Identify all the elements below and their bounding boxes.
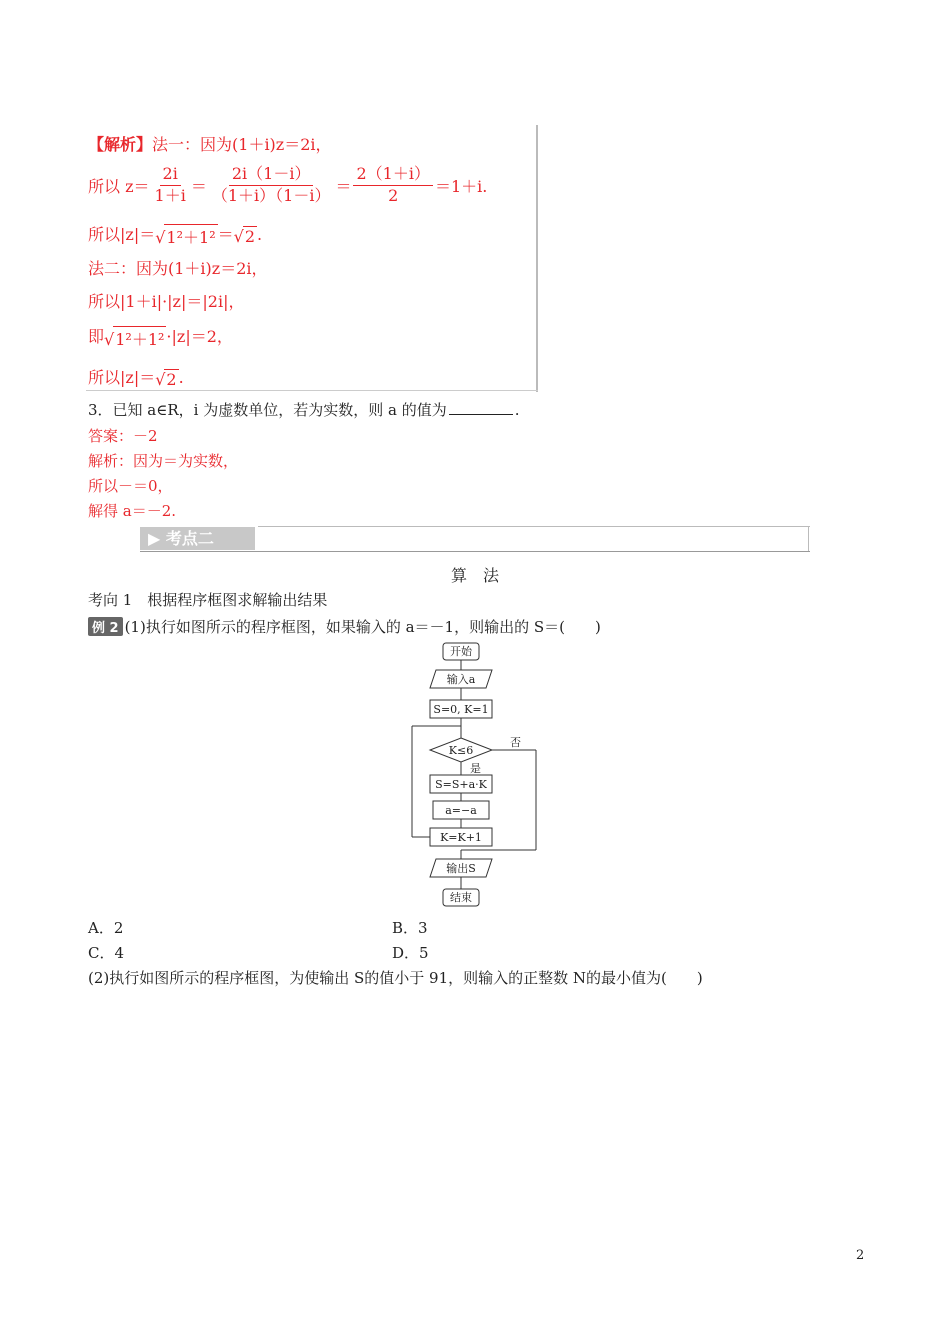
sqrt-3-radicand: 1²＋1² <box>113 326 166 350</box>
q3-end: . <box>514 401 520 419</box>
q3-analysis-2: 所以－＝0， <box>88 477 173 495</box>
frac3-den: 2 <box>388 185 399 205</box>
example2-part1-text: (1)执行如图所示的程序框图，如果输入的 a＝－1，则输出的 S＝( ) <box>124 618 601 636</box>
sqrt-3: √1²＋1² <box>104 326 166 350</box>
page-number: 2 <box>856 1248 865 1263</box>
solution-line-6 <box>88 324 233 350</box>
solution-line-3 <box>88 222 262 248</box>
method1-label: 法一：因为(1＋i)z＝2i， <box>152 135 332 154</box>
kaodian-label: 考点二 <box>165 529 214 548</box>
sqrt-2: √2 <box>233 226 256 246</box>
sqrt-4-radicand: 2 <box>166 369 177 389</box>
fraction-3 <box>353 166 432 205</box>
flowchart-no-label: 否 <box>510 736 521 749</box>
sqrt-2-radicand: 2 <box>244 226 256 246</box>
choice-b: B．3 <box>392 919 428 937</box>
line3-prefix: 所以|z|＝ <box>88 225 156 244</box>
line3-eq: ＝ <box>217 225 234 244</box>
kaodian-top-line <box>258 526 810 527</box>
choice-c: C．4 <box>88 944 125 962</box>
sqrt-1: √1²＋1² <box>155 224 217 248</box>
fraction-1 <box>152 166 189 205</box>
q3-text: 3．已知 a∈R，i 为虚数单位，若为实数，则 a 的值为 <box>88 401 447 419</box>
fraction-2 <box>209 166 334 205</box>
flowchart-step3-label: K=K+1 <box>440 831 482 844</box>
frac3-num: 2（1＋i） <box>353 166 432 186</box>
flowchart <box>400 638 550 913</box>
section-direction: 考向 1 根据程序框图求解输出结果 <box>88 591 328 609</box>
flowchart-start-label: 开始 <box>450 645 472 658</box>
solution-line-5: 所以|1＋i|·|z|＝|2i|， <box>88 292 245 311</box>
frac2-den: （1＋i）（1－i） <box>211 185 331 205</box>
kaodian-right-line <box>808 526 809 552</box>
method2-label: 法二：因为(1＋i)z＝2i， <box>88 259 268 278</box>
solution-method1-line <box>88 132 332 155</box>
flowchart-end-label: 结束 <box>450 891 472 904</box>
flowchart-step1-label: S=S+a·K <box>435 778 487 791</box>
kaodian-tag <box>140 527 255 550</box>
choice-a: A．2 <box>88 919 124 937</box>
q3-analysis-1: 解析：因为＝为实数， <box>88 452 239 470</box>
example-tag: 例 2 <box>88 617 123 636</box>
q3-analysis-3: 解得 a＝－2. <box>88 502 177 520</box>
solution-line-7 <box>88 365 184 389</box>
flowchart-init-label: S=0, K=1 <box>433 703 489 716</box>
kaodian-bottom-line <box>140 551 810 552</box>
sqrt-1-radicand: 1²＋1² <box>164 224 217 248</box>
answer-blank <box>449 414 513 415</box>
flowchart-yes-label: 是 <box>470 762 481 775</box>
frac1-num: 2i <box>160 166 181 186</box>
line2-prefix: 所以 z＝ <box>88 176 150 196</box>
example2-part1 <box>88 616 601 637</box>
sqrt-4: √2 <box>155 369 177 389</box>
solution-box-bottom-border <box>86 390 538 391</box>
section-title: 算 法 <box>450 566 499 585</box>
solution-box-right-border <box>536 125 538 392</box>
solution-header: 【解析】 <box>88 135 153 154</box>
flowchart-input-label: 输入a <box>446 673 476 686</box>
flowchart-output-label: 输出S <box>446 862 476 875</box>
line2-suffix: ＝1＋i. <box>434 176 488 196</box>
line6-suffix: ·|z|＝2， <box>166 327 233 346</box>
flowchart-condition-label: K≤6 <box>448 744 474 757</box>
line7-end: . <box>178 368 184 387</box>
example2-part2: (2)执行如图所示的程序框图，为使输出 S的值小于 91，则输入的正整数 N的最小值为( ) <box>88 969 703 987</box>
eq-2: ＝ <box>335 176 352 196</box>
play-arrow-icon: ▶ <box>148 529 161 548</box>
choice-d: D．5 <box>392 944 429 962</box>
line6-prefix: 即 <box>88 327 105 346</box>
solution-line-2 <box>88 166 487 205</box>
question-3 <box>88 399 519 420</box>
frac2-num: 2i（1－i） <box>229 166 314 186</box>
eq-1: ＝ <box>190 176 207 196</box>
line3-end: . <box>257 225 263 244</box>
line7-prefix: 所以|z|＝ <box>88 368 156 387</box>
frac1-den: 1＋i <box>154 185 186 205</box>
q3-answer: 答案：－2 <box>88 427 158 445</box>
flowchart-step2-label: a=−a <box>445 804 477 817</box>
